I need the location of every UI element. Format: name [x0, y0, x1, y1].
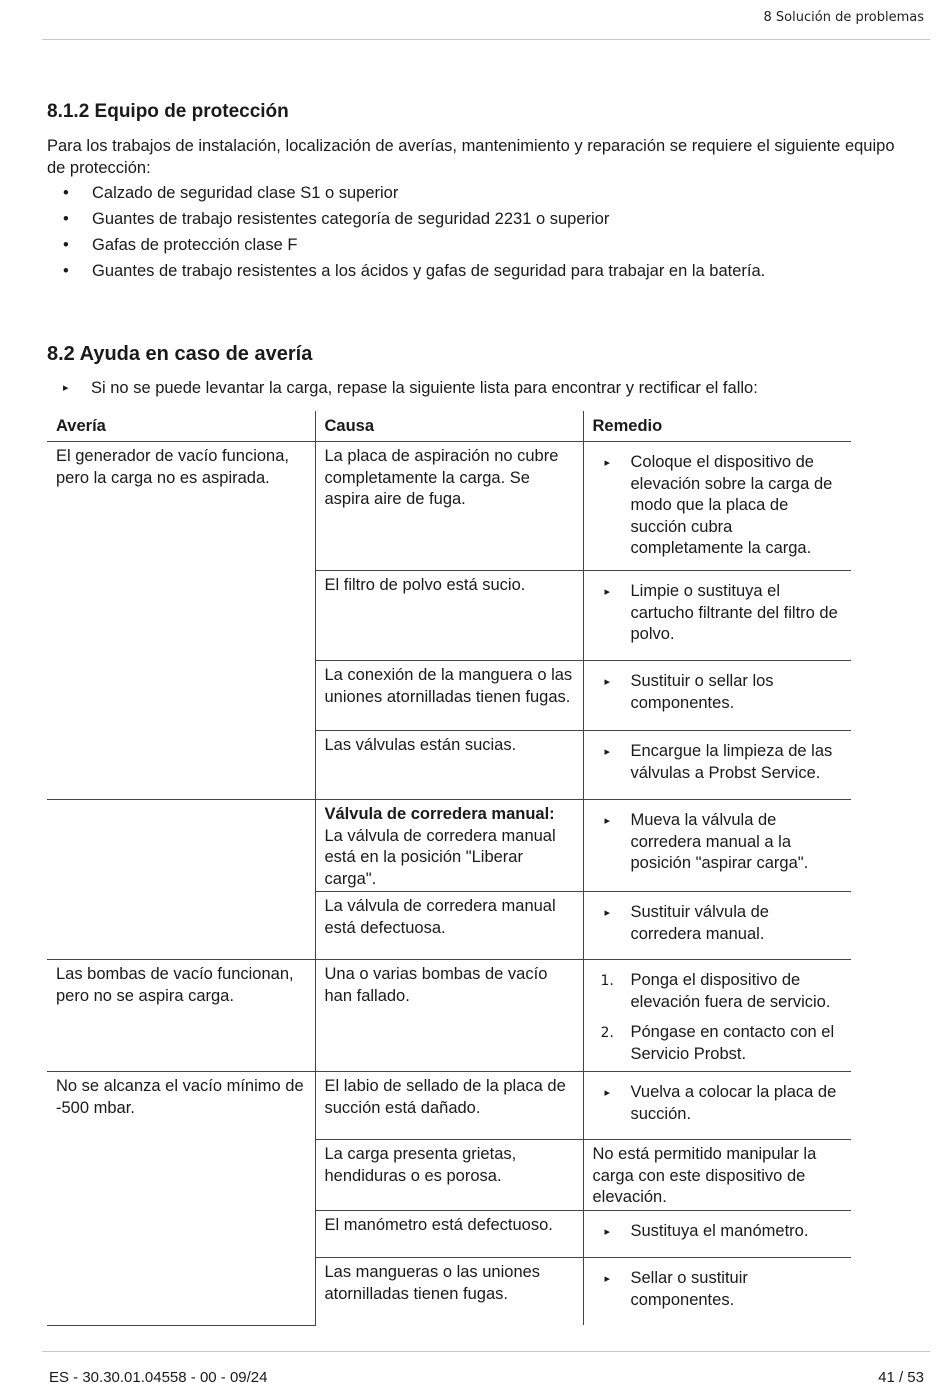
list-item: • Guantes de trabajo resistentes a los ácidos y gafas de seguridad para trabajar en la batería.: [63, 262, 766, 280]
fault-cell: El generador de vacío funciona, pero la carga no es aspirada.: [47, 442, 315, 800]
cause-cell: La válvula de corredera manual está defectuosa.: [315, 892, 583, 960]
step-triangle-icon: ▸: [604, 907, 611, 919]
list-item: • Gafas de protección clase F: [63, 236, 298, 254]
table-row: [47, 800, 851, 892]
intro-paragraph: Para los trabajos de instalación, localización de averías, mantenimiento y reparación se requiere el siguiente equipo de protección:: [47, 137, 895, 177]
page-number: 41 / 53: [878, 1369, 924, 1386]
remedy-cell: ▸ Sustituir válvula de corredera manual.: [583, 892, 851, 960]
bullet-icon: •: [63, 184, 69, 202]
remedy-cell: No está permitido manipular la carga con este dispositivo de elevación.: [583, 1140, 851, 1211]
step-triangle-icon: ▸: [604, 676, 611, 688]
fault-cell: Las bombas de vacío funcionan, pero no se aspira carga.: [47, 960, 315, 1072]
step-triangle-icon: ▸: [604, 746, 611, 758]
cause-cell: El labio de sellado de la placa de succión está dañado.: [315, 1072, 583, 1140]
column-header-cause: Causa: [315, 411, 583, 442]
cause-cell: Una o varias bombas de vacío han fallado.: [315, 960, 583, 1072]
cause-cell: La placa de aspiración no cubre completamente la carga. Se aspira aire de fuga.: [315, 442, 583, 571]
step-triangle-icon: ▸: [63, 382, 69, 394]
running-header: 8 Solución de problemas: [763, 10, 924, 25]
table-row: [47, 960, 851, 1072]
column-header-remedy: Remedio: [583, 411, 851, 442]
document-id: ES - 30.30.01.04558 - 00 - 09/24: [49, 1369, 268, 1386]
cause-cell: El filtro de polvo está sucio.: [315, 571, 583, 661]
cause-cell: La conexión de la manguera o las uniones atornilladas tienen fugas.: [315, 661, 583, 731]
section-title-812: 8.1.2 Equipo de protección: [47, 101, 289, 122]
cause-cell: La carga presenta grietas, hendiduras o es porosa.: [315, 1140, 583, 1211]
remedy-cell: ▸ Coloque el dispositivo de elevación sobre la carga de modo que la placa de succión cubra completamente la carga.: [583, 442, 851, 571]
bullet-icon: •: [63, 262, 69, 280]
column-header-fault: Avería: [47, 411, 315, 442]
step-triangle-icon: ▸: [604, 1273, 611, 1285]
remedy-cell: ▸ Mueva la válvula de corredera manual a la posición "aspirar carga".: [583, 800, 851, 892]
remedy-cell: ▸ Vuelva a colocar la placa de succión.: [583, 1072, 851, 1140]
remedy-cell: ▸ Sustituya el manómetro.: [583, 1211, 851, 1258]
equipment-list: [47, 183, 767, 287]
fault-cell: No se alcanza el vacío mínimo de -500 mbar.: [47, 1072, 315, 1326]
remedy-cell: ▸ Encargue la limpieza de las válvulas a Probst Service.: [583, 731, 851, 800]
fault-cell: [47, 800, 315, 960]
header-divider: [42, 39, 930, 40]
step-triangle-icon: ▸: [604, 586, 611, 598]
bullet-icon: •: [63, 236, 69, 254]
remedy-cell: ▸ Limpie o sustituya el cartucho filtrante del filtro de polvo.: [583, 571, 851, 661]
step-triangle-icon: ▸: [604, 457, 611, 469]
cause-cell: Las mangueras o las uniones atornilladas tienen fugas.: [315, 1258, 583, 1326]
cause-cell: Las válvulas están sucias.: [315, 731, 583, 800]
bullet-icon: •: [63, 210, 69, 228]
remedy-cell: [583, 960, 851, 1072]
step-triangle-icon: ▸: [604, 815, 611, 827]
section-title-82: 8.2 Ayuda en caso de avería: [47, 343, 313, 365]
step-triangle-icon: ▸: [604, 1226, 611, 1238]
instruction-step: ▸ Si no se puede levantar la carga, repase la siguiente lista para encontrar y rectificar el fallo:: [63, 379, 758, 397]
step-triangle-icon: ▸: [604, 1087, 611, 1099]
cause-cell: El manómetro está defectuoso.: [315, 1211, 583, 1258]
list-item: • Calzado de seguridad clase S1 o superior: [63, 184, 399, 202]
remedy-cell: ▸ Sustituir o sellar los componentes.: [583, 661, 851, 731]
numbered-step: 2. Póngase en contacto con el Servicio Probst.: [600, 1023, 835, 1063]
list-item: • Guantes de trabajo resistentes categoría de seguridad 2231 o superior: [63, 210, 610, 228]
table-row: [47, 442, 851, 571]
cause-cell: Válvula de corredera manual: La válvula de corredera manual está en la posición "Liberar carga".: [315, 800, 583, 892]
troubleshooting-table: [47, 411, 851, 1326]
footer-divider: [42, 1351, 930, 1352]
table-row: [47, 1072, 851, 1140]
numbered-step: 1. Ponga el dispositivo de elevación fuera de servicio.: [600, 971, 831, 1011]
remedy-cell: ▸ Sellar o sustituir componentes.: [583, 1258, 851, 1326]
